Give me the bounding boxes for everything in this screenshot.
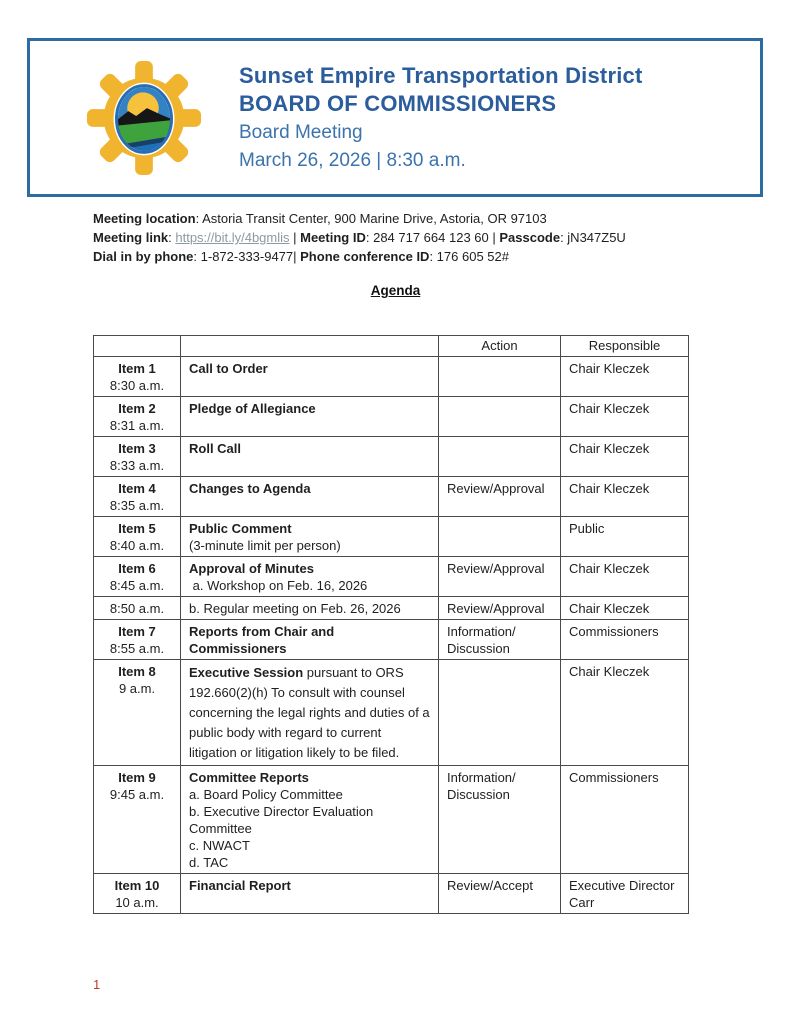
header-cell-description [181, 336, 439, 357]
meeting-location-value: : Astoria Transit Center, 900 Marine Drive, Astoria, OR 97103 [195, 211, 547, 226]
item-title: Approval of Minutes [189, 561, 314, 576]
action-cell: Review/Approval [439, 557, 561, 597]
meeting-link-label: Meeting link [93, 230, 169, 245]
agenda-row [94, 874, 689, 914]
separator: | [289, 230, 301, 245]
dial-in-value: : 1-872-333-9477| [193, 249, 301, 264]
item-time: 8:35 a.m. [109, 498, 165, 513]
header-box [27, 38, 763, 197]
meeting-id-value: : 284 717 664 123 60 | [365, 230, 500, 245]
agenda-row [94, 397, 689, 437]
agenda-table [93, 335, 689, 914]
agenda-row [94, 597, 689, 620]
responsible-cell: Chair Kleczek [561, 660, 689, 766]
colon: : [168, 230, 176, 245]
item-number: Item 8 [118, 664, 156, 679]
item-detail: b. Executive Director Evaluation Committee [189, 804, 377, 836]
item-number: Item 6 [118, 561, 156, 576]
description-cell [181, 660, 439, 766]
item-time: 8:40 a.m. [109, 538, 165, 553]
item-cell [94, 660, 181, 766]
passcode-label: Passcode [499, 230, 561, 245]
item-cell [94, 597, 181, 620]
description-cell [181, 597, 439, 620]
description-cell [181, 874, 439, 914]
header-cell-action: Action [439, 336, 561, 357]
agenda-row [94, 357, 689, 397]
agenda-row [94, 620, 689, 660]
description-cell [181, 437, 439, 477]
item-number: Item 7 [118, 624, 156, 639]
description-cell [181, 517, 439, 557]
responsible-cell: Chair Kleczek [561, 477, 689, 517]
item-number: Item 5 [118, 521, 156, 536]
header-cell-item [94, 336, 181, 357]
responsible-cell: Commissioners [561, 620, 689, 660]
item-time: 10 a.m. [115, 895, 159, 910]
meeting-location-label: Meeting location [93, 211, 196, 226]
item-cell [94, 357, 181, 397]
org-name: Sunset Empire Transportation District [239, 62, 643, 88]
item-time: 8:33 a.m. [109, 458, 165, 473]
description-cell [181, 766, 439, 874]
item-title: Roll Call [189, 441, 242, 456]
page-number: 1 [93, 977, 101, 992]
setd-gear-logo-icon [85, 56, 203, 180]
action-cell [439, 357, 561, 397]
meeting-link-line [93, 228, 743, 247]
item-cell [94, 620, 181, 660]
action-cell [439, 437, 561, 477]
item-time: 8:55 a.m. [109, 641, 165, 656]
board-name: BOARD OF COMMISSIONERS [239, 90, 557, 116]
agenda-row [94, 437, 689, 477]
item-number: Item 4 [118, 481, 156, 496]
item-title: Financial Report [189, 878, 291, 893]
responsible-cell: Chair Kleczek [561, 397, 689, 437]
item-title: Reports from Chair and Commissioners [189, 624, 335, 656]
meeting-link-url[interactable]: https://bit.ly/4bgmlis [175, 230, 290, 245]
item-detail: a. Board Policy Committee [189, 787, 343, 802]
responsible-cell: Public [561, 517, 689, 557]
responsible-cell: Chair Kleczek [561, 357, 689, 397]
item-number: Item 3 [118, 441, 156, 456]
action-cell: Review/Accept [439, 874, 561, 914]
item-time: 9 a.m. [118, 681, 156, 696]
description-cell [181, 357, 439, 397]
responsible-cell: Chair Kleczek [561, 437, 689, 477]
item-title: Committee Reports [189, 770, 309, 785]
item-time: 8:31 a.m. [109, 418, 165, 433]
passcode-value: : jN347Z5U [560, 230, 626, 245]
item-detail: c. NWACT [189, 838, 250, 853]
agenda-row [94, 766, 689, 874]
meeting-info [93, 209, 743, 266]
item-title: Public Comment [189, 521, 292, 536]
meeting-datetime: March 26, 2026 | 8:30 a.m. [239, 149, 466, 171]
agenda-row [94, 660, 689, 766]
item-number: Item 10 [114, 878, 160, 893]
description-cell [181, 397, 439, 437]
meeting-location-line [93, 209, 743, 228]
item-title: Executive Session [189, 665, 304, 680]
action-cell: Review/Approval [439, 477, 561, 517]
item-detail: d. TAC [189, 855, 229, 870]
responsible-cell: Executive Director Carr [561, 874, 689, 914]
agenda-row [94, 517, 689, 557]
item-time: 9:45 a.m. [109, 787, 165, 802]
agenda-row [94, 477, 689, 517]
agenda-heading: Agenda [370, 283, 421, 298]
item-time: 8:50 a.m. [109, 601, 165, 616]
phone-conference-id-label: Phone conference ID [300, 249, 430, 264]
description-cell [181, 477, 439, 517]
action-cell [439, 660, 561, 766]
item-title: Call to Order [189, 361, 268, 376]
item-cell [94, 397, 181, 437]
action-cell: Information/ Discussion [439, 766, 561, 874]
item-detail: a. Workshop on Feb. 16, 2026 [189, 578, 368, 593]
header-titles [239, 62, 642, 174]
dial-in-line [93, 247, 743, 266]
meeting-id-label: Meeting ID [300, 230, 366, 245]
action-cell [439, 397, 561, 437]
responsible-cell: Commissioners [561, 766, 689, 874]
phone-conference-id-value: : 176 605 52# [429, 249, 509, 264]
item-time: 8:30 a.m. [109, 378, 165, 393]
action-cell [439, 517, 561, 557]
item-cell [94, 437, 181, 477]
item-number: Item 9 [118, 770, 156, 785]
action-cell: Information/ Discussion [439, 620, 561, 660]
item-cell [94, 477, 181, 517]
meeting-type: Board Meeting [239, 121, 363, 143]
action-cell: Review/Approval [439, 597, 561, 620]
item-time: 8:45 a.m. [109, 578, 165, 593]
dial-in-label: Dial in by phone [93, 249, 194, 264]
item-number: Item 2 [118, 401, 156, 416]
header-cell-responsible: Responsible [561, 336, 689, 357]
agenda-header-row [94, 336, 689, 357]
item-title: Changes to Agenda [189, 481, 311, 496]
item-detail: b. Regular meeting on Feb. 26, 2026 [189, 601, 401, 616]
item-number: Item 1 [118, 361, 156, 376]
item-cell [94, 874, 181, 914]
item-detail: (3-minute limit per person) [189, 538, 341, 553]
item-title-suffix: pursuant to ORS 192.660(2)(h) To consult with counsel concerning the legal rights and duties of a public body with regard to current litigation or litigation likely to be filed. [189, 665, 430, 760]
responsible-cell: Chair Kleczek [561, 597, 689, 620]
item-cell [94, 517, 181, 557]
item-cell [94, 557, 181, 597]
responsible-cell: Chair Kleczek [561, 557, 689, 597]
item-title: Pledge of Allegiance [189, 401, 316, 416]
description-cell [181, 620, 439, 660]
item-cell [94, 766, 181, 874]
agenda-row [94, 557, 689, 597]
description-cell [181, 557, 439, 597]
